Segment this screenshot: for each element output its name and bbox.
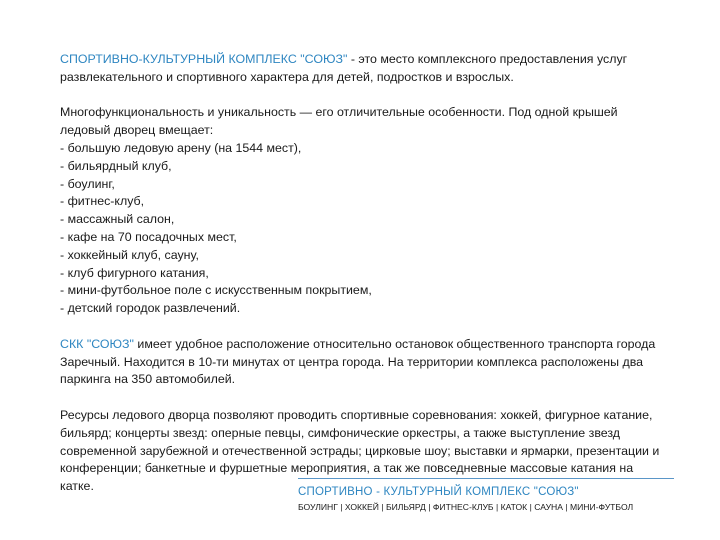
list-item: - хоккейный клуб, сауну, (60, 247, 199, 262)
list-item: - большую ледовую арену (на 1544 мест), (60, 140, 302, 155)
location-paragraph (60, 336, 670, 389)
list-item: - кафе на 70 посадочных мест, (60, 229, 237, 244)
location-text: имеет удобное расположение относительно остановок общественного транспорта города Заречный. Находится в 10-ти минутах от центра города. На территории комплекса расположены два паркинга на 350 автомобилей. (60, 336, 656, 387)
list-item: - боулинг, (60, 176, 115, 191)
list-item: - мини-футбольное поле с искусственным покрытием, (60, 283, 372, 298)
complex-name: СПОРТИВНО-КУЛЬТУРНЫЙ КОМПЛЕКС "СОЮЗ" (60, 52, 348, 66)
list-item: - массажный салон, (60, 212, 175, 227)
intro-paragraph (60, 51, 670, 87)
paragraph-gap (60, 87, 670, 105)
intro-text: - это место комплексного предоставления услуг развлекательного и спортивного характера для детей, подростков и взрослых. (60, 52, 628, 84)
features-lead: Многофункциональность и уникальность — его отличительные особенности. Под одной крышей ледовый дворец вмещает: (60, 105, 618, 138)
footer-title: СПОРТИВНО - КУЛЬТУРНЫЙ КОМПЛЕКС "СОЮЗ" (298, 486, 579, 498)
resources-paragraph: Ресурсы ледового дворца позволяют проводить спортивные соревнования: хоккей, фигурное катание, бильярд; концерты звезд: оперные певцы, симфонические оркестры, а также выступление звезд современной зарубежной и отечественной эстрады; цирковые шоу; выставки и ярмарки, презентации и конференции; банкетные и фуршетные мероприятия, а так же повседневные массовые катания на катке. (60, 407, 660, 494)
list-item: - детский городок развлечений. (60, 301, 241, 316)
footer-tags: БОУЛИНГ | ХОККЕЙ | БИЛЬЯРД | ФИТНЕС-КЛУБ | КАТОК | САУНА | МИНИ-ФУТБОЛ (298, 502, 634, 512)
features-list (60, 140, 670, 318)
footer-divider (298, 478, 674, 479)
skk-name: СКК "СОЮЗ" (60, 336, 134, 351)
list-item: - клуб фигурного катания, (60, 265, 209, 280)
document-body (60, 51, 670, 496)
list-item: - фитнес-клуб, (60, 194, 145, 209)
paragraph-gap (60, 389, 670, 407)
list-item: - бильярдный клуб, (60, 158, 172, 173)
paragraph-gap (60, 318, 670, 336)
